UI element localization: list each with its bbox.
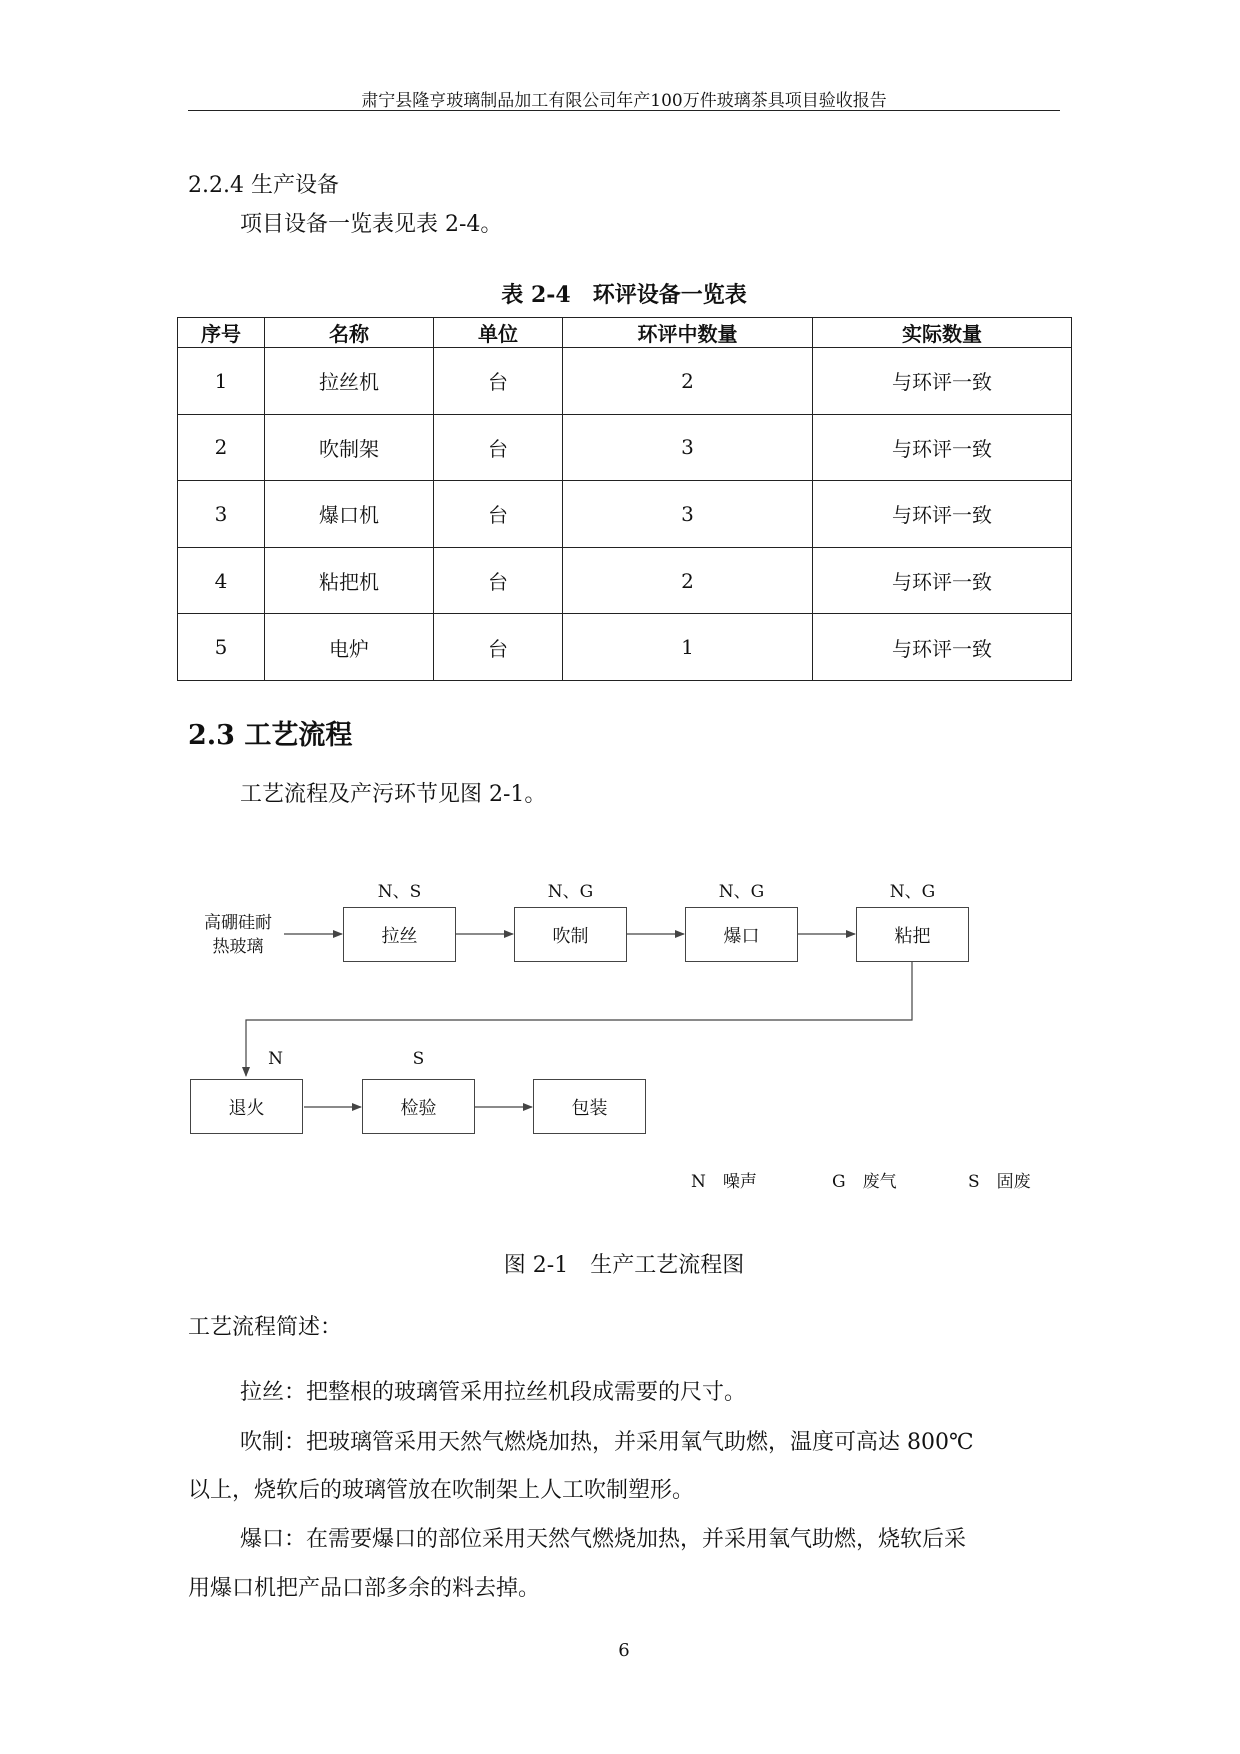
cell-actual-qty: 与环评一致 [813, 547, 1072, 614]
description-paragraph: 吹制：把玻璃管采用天然气燃烧加热，并采用氧气助燃，温度可高达 800℃ [240, 1430, 974, 1455]
flow-step-box: 包装 [533, 1079, 646, 1134]
step-tag: N [268, 1049, 283, 1069]
section-intro-2-2-4: 项目设备一览表见表 2-4。 [240, 212, 503, 237]
description-paragraph: 拉丝：把整根的玻璃管采用拉丝机段成需要的尺寸。 [240, 1380, 747, 1405]
table-row [178, 547, 1072, 614]
step-tag: N、G [889, 882, 936, 902]
cell-unit: 台 [434, 414, 563, 481]
table-row [178, 348, 1072, 415]
cell-actual-qty: 与环评一致 [813, 614, 1072, 681]
cell-index: 2 [178, 414, 265, 481]
cell-name: 粘把机 [265, 547, 434, 614]
step-tag: N、S [377, 882, 422, 902]
cell-unit: 台 [434, 547, 563, 614]
cell-planned-qty: 1 [563, 614, 813, 681]
header-rule [188, 110, 1060, 111]
col-header-index: 序号 [178, 318, 265, 348]
cell-unit: 台 [434, 481, 563, 548]
step-tag: N、G [718, 882, 765, 902]
section-intro-2-3: 工艺流程及产污环节见图 2-1。 [240, 782, 547, 807]
col-header-name: 名称 [265, 318, 434, 348]
section-heading-2-2-4: 2.2.4 生产设备 [188, 173, 339, 198]
figure-caption: 图 2-1 生产工艺流程图 [503, 1253, 745, 1278]
table-caption: 表 2-4 环评设备一览表 [501, 282, 747, 308]
cell-planned-qty: 2 [563, 547, 813, 614]
col-header-actual-qty: 实际数量 [813, 318, 1072, 348]
flow-step-box: 粘把 [856, 907, 969, 962]
cell-name: 电炉 [265, 614, 434, 681]
legend-solid-waste: S 固废 [968, 1172, 1031, 1192]
cell-index: 4 [178, 547, 265, 614]
cell-name: 爆口机 [265, 481, 434, 548]
cell-actual-qty: 与环评一致 [813, 481, 1072, 548]
cell-actual-qty: 与环评一致 [813, 414, 1072, 481]
equipment-table [177, 317, 1072, 681]
table-header-row [178, 318, 1072, 348]
description-title: 工艺流程简述： [188, 1315, 343, 1340]
cell-unit: 台 [434, 348, 563, 415]
flow-step-box: 吹制 [514, 907, 627, 962]
table-row [178, 614, 1072, 681]
flow-step-box: 检验 [362, 1079, 475, 1134]
cell-index: 5 [178, 614, 265, 681]
cell-planned-qty: 3 [563, 481, 813, 548]
description-paragraph-cont: 用爆口机把产品口部多余的料去掉。 [188, 1576, 541, 1601]
cell-index: 3 [178, 481, 265, 548]
table-row [178, 481, 1072, 548]
section-heading-2-3: 2.3 工艺流程 [188, 720, 353, 751]
cell-unit: 台 [434, 614, 563, 681]
flow-input-line2: 热玻璃 [212, 937, 264, 957]
table-row [178, 414, 1072, 481]
description-paragraph: 爆口：在需要爆口的部位采用天然气燃烧加热，并采用氧气助燃，烧软后采 [240, 1527, 967, 1552]
flow-step-box: 退火 [190, 1079, 303, 1134]
arrow-step4-to-step5 [246, 962, 912, 1076]
cell-actual-qty: 与环评一致 [813, 348, 1072, 415]
cell-name: 拉丝机 [265, 348, 434, 415]
flow-input-line1: 高硼硅耐 [204, 913, 272, 933]
step-tag: S [412, 1049, 425, 1069]
legend-noise: N 噪声 [691, 1172, 757, 1192]
col-header-planned-qty: 环评中数量 [563, 318, 813, 348]
flow-step-box: 拉丝 [343, 907, 456, 962]
flow-input-material [196, 911, 280, 959]
description-paragraph-cont: 以上，烧软后的玻璃管放在吹制架上人工吹制塑形。 [188, 1478, 695, 1503]
cell-planned-qty: 2 [563, 348, 813, 415]
flow-step-box: 爆口 [685, 907, 798, 962]
step-tag: N、G [547, 882, 594, 902]
cell-index: 1 [178, 348, 265, 415]
legend-exhaust-gas: G 废气 [832, 1172, 897, 1192]
page-number: 6 [618, 1640, 630, 1661]
cell-name: 吹制架 [265, 414, 434, 481]
running-header: 肃宁县隆亨玻璃制品加工有限公司年产100万件玻璃茶具项目验收报告 [361, 91, 887, 111]
col-header-unit: 单位 [434, 318, 563, 348]
cell-planned-qty: 3 [563, 414, 813, 481]
